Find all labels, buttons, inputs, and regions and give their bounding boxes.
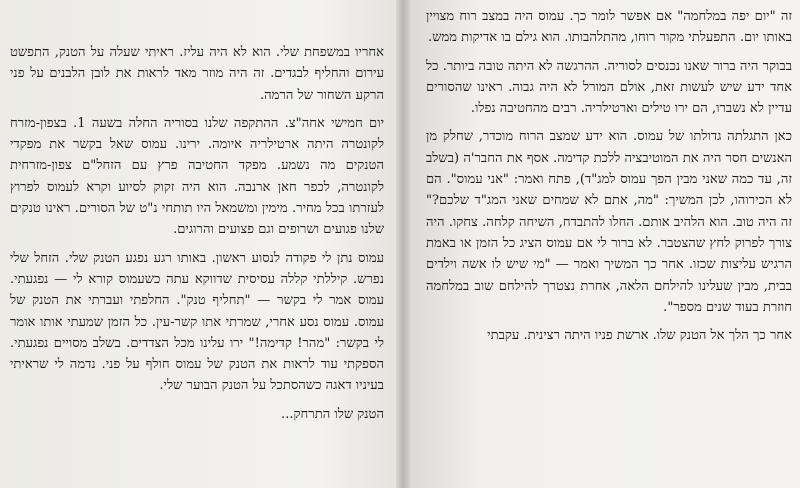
paragraph: יום חמישי אחה"צ. ההתקפה שלנו בסוריה החלה בשעה 1. בצפון-מזרח לקונטרה היתה ארטילריה איומה. ירינו. עמוס שאל בקשר את מפקדי הטנקים מה נשמע. מפקד החטיבה פרץ עם הזחל"ם צפון-מזרחית לקונטרה, לכפר חאן ארנבה. הוא היה זקוק לסיוע וקרא לעמוס לפרוץ לעזרתו בכל מחיר. מימין ומשמאל היו תותחי נ"ט של הסורים. ראינו טנקים שלנו פגועים ושרופים וגם פצועים והרוגים. (10, 115, 384, 238)
paragraph: אחריו במשפחת שלי. הוא לא היה עליז. ראיתי שעלה על הטנק, התפשט עירום והחליף לבגדים. זה היה מוזר מאד לראות את לובן הלבנים על פני הרקע השחור של הרמה. (10, 45, 384, 103)
paragraph: בבוקר היה ברור שאנו נכנסים לסוריה. ההרגשה לא היתה טובה ביותר. כל אחד ידע שיש לעשות זאת, אולם המורל לא היה גבוה. ראינו שהסורים עדיין לא נשברו, הם ירו טילים וארטילריה. רבים מהחטיבה נפלו. (426, 58, 792, 117)
paragraph: אחר כך הלך אל הטנק שלו. ארשת פניו היתה רצינית. עקבתי (487, 328, 792, 344)
paragraph: זה "יום יפה במלחמה" אם אפשר לומר כך. עמוס היה במצב רוח מצויין באותו יום. התפעלתי מקור רוחו, מהתלהבותו. הוא גילם בו אדיקות ממש. (426, 9, 792, 46)
paragraph: הטנק שלו התרחק... (281, 406, 384, 422)
paragraph: עמוס נתן לי פקודה לנסוע ראשון. באותו רגע נפגע הטנק שלי. הזחל שלי נפרש. קיללתי קללה עסיסית שדווקא עתה כשעמוס קורא לי — נפגעתי. עמוס אמר לי בקשר — "תחליף טנק". החלפתי ועברתי את הטנק של עמוס. עמוס נסע אחרי, שמרתי אתו קשר-עין. כל הזמן שמעתי אותו אומר לי בקשר: "מהר! קדימה!" ירו עלינו מכל הצדדים. בשלב מסויים נפגעתי. הספקתי עוד לראות את הטנק של עמוס חולף על פני. נדמה לי שראיתי בעיניו דאגה כשהסתכל על הטנק הבוער שלי. (10, 250, 384, 394)
paragraph: כאן התגלתה גדולתו של עמוס. הוא ידע שמצב הרוח מוכדר, שחלק מן האנשים חסר היה את המוטיבציה ללכת קדימה. אסף את החבר'ה (בשלב זה, עד כמה שאני מבין הפך עמוס למג"ד), פתח ואמר: "אני עמוס". הם לא הכירוהו, לכן המשיך: "מה, אתם לא שמחים שאני המג"ד שלכם?" זה היה טוב. הוא הלהיב אותם. החלו להתבדח, השיחה קלחה. צחקו. היה צורך לפרוק לחץ שהצטבר. לא ברור לי אם עמוס הציג כל הזמן או באמת הרגיש עליצות שכזו. אחר כך המשיך ואמר — "מי שיש לו אשה וילדים בבית, מבין שעלינו להילחם הלאה, אחרת נצטרך להילחם שוב במלחמה חוזרת בעוד שנים מספר". (426, 129, 792, 315)
right-page (408, 0, 800, 488)
